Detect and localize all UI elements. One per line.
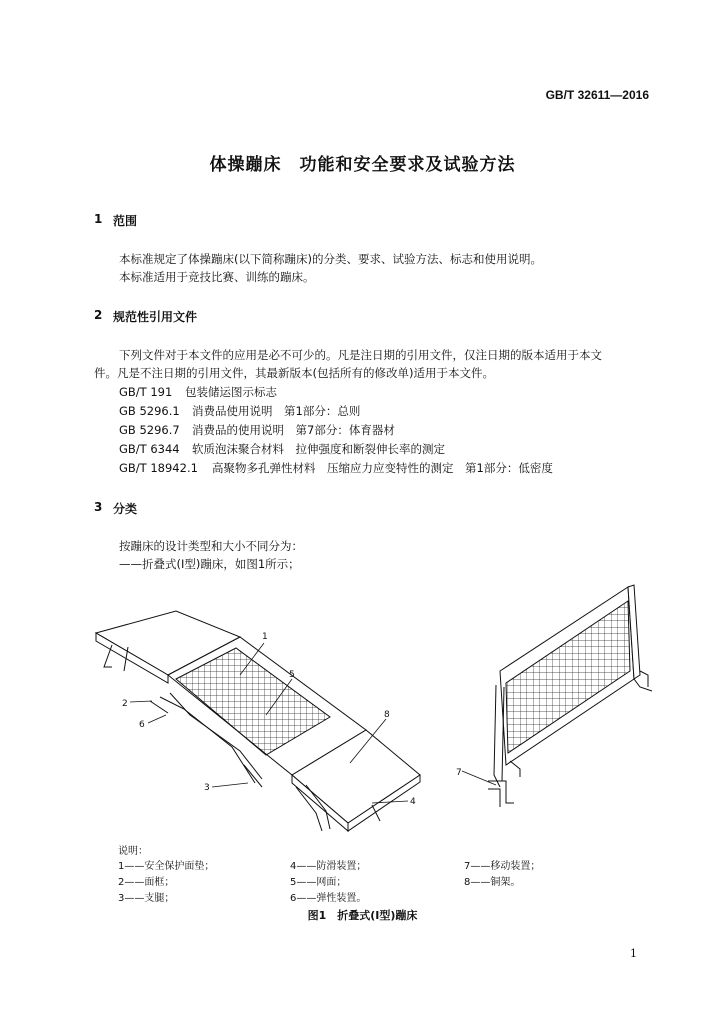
section-3-number: 3 (94, 500, 103, 514)
legend-item: 5——网面； (290, 877, 347, 888)
section-2-intro: 件。凡是不注日期的引用文件，其最新版本(包括所有的修改单)适用于本文件。 (94, 366, 494, 380)
callout-3: 3 (204, 783, 210, 793)
reference-title: 消费品的使用说明 第7部分：体育器材 (192, 423, 395, 437)
folded-trampoline-drawing (488, 585, 652, 807)
section-3-heading: 分类 (113, 502, 138, 516)
section-2-intro: 下列文件对于本文件的应用是必不可少的。凡是注日期的引用文件，仅注日期的版本适用于本文 (119, 348, 602, 362)
legend-item: 3——支腿； (118, 893, 175, 904)
section-1-paragraph: 本标准适用于竞技比赛、训练的蹦床。 (119, 270, 315, 284)
reference-title: 消费品使用说明 第1部分：总则 (192, 404, 361, 418)
figure-caption: 图1 折叠式(Ⅰ型)蹦床 (307, 909, 418, 922)
callout-4: 4 (410, 797, 416, 807)
document-title: 体操蹦床 功能和安全要求及试验方法 (209, 155, 516, 175)
section-2-heading: 规范性引用文件 (113, 310, 198, 324)
reference-code: GB/T 18942.1 (119, 461, 198, 475)
reference-code: GB/T 191 (119, 385, 173, 399)
callout-2: 2 (122, 699, 128, 709)
callout-1: 1 (262, 632, 268, 642)
section-1-number: 1 (94, 212, 103, 226)
callout-7: 7 (456, 768, 462, 778)
reference-title: 软质泡沫聚合材料 拉伸强度和断裂伸长率的测定 (192, 442, 445, 456)
legend-item: 8——铜架。 (464, 877, 521, 888)
reference-title: 包装储运图示标志 (185, 385, 277, 399)
section-3-text: 按蹦床的设计类型和大小不同分为： (119, 539, 303, 553)
page-number: 1 (630, 947, 637, 960)
section-2-number: 2 (94, 308, 103, 322)
callout-8: 8 (384, 710, 390, 720)
section-3-text: ——折叠式(Ⅰ型)蹦床，如图1所示； (119, 557, 300, 571)
reference-code: GB/T 6344 (119, 442, 180, 456)
standard-number: GB/T 32611—2016 (545, 88, 649, 102)
section-1-paragraph: 本标准规定了体操蹦床(以下简称蹦床)的分类、要求、试验方法、标志和使用说明。 (119, 252, 542, 266)
legend-title: 说明： (118, 846, 148, 857)
legend-item: 6——弹性装置。 (290, 893, 367, 904)
callout-6: 6 (139, 720, 145, 730)
legend-item: 1——安全保护面垫； (118, 861, 215, 872)
reference-title: 高聚物多孔弹性材料 压缩应力应变特性的测定 第1部分：低密度 (212, 461, 553, 475)
trampoline-figure (0, 575, 725, 835)
reference-code: GB 5296.7 (119, 423, 180, 437)
section-1-heading: 范围 (113, 214, 138, 228)
legend-item: 7——移动装置； (464, 861, 541, 872)
reference-code: GB 5296.1 (119, 404, 180, 418)
callout-5: 5 (289, 670, 295, 680)
legend-item: 2——面框； (118, 877, 175, 888)
legend-item: 4——防滑装置； (290, 861, 367, 872)
